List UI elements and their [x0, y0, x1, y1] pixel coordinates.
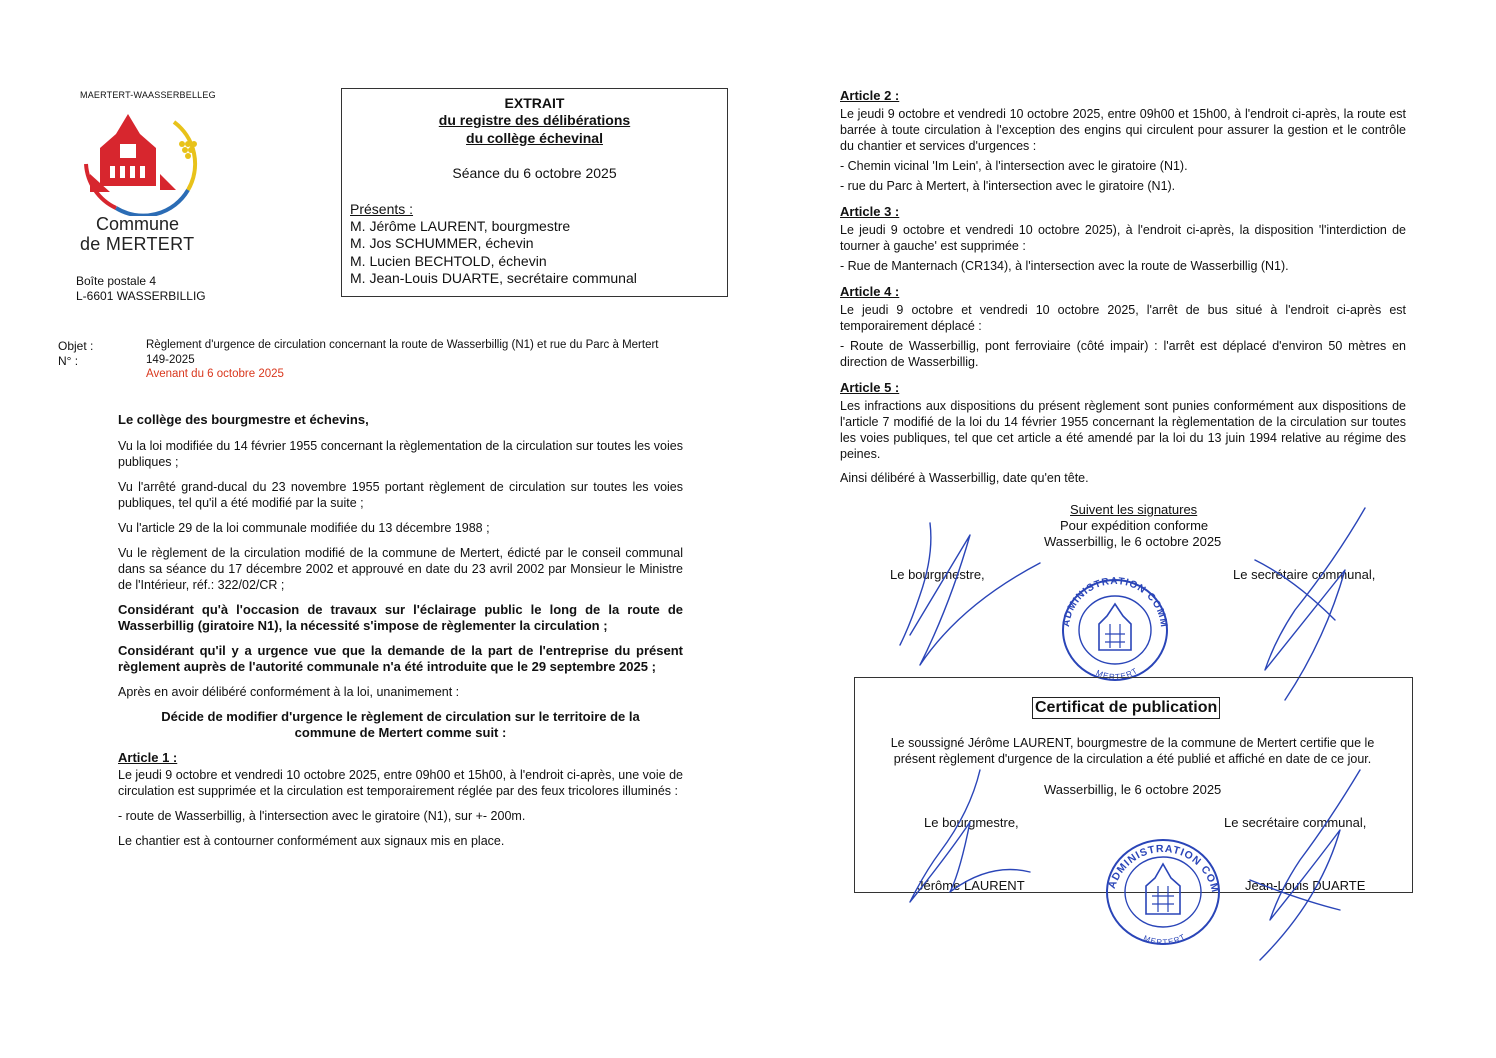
article-2-item-2: - rue du Parc à Mertert, à l'intersection avec le giratoire (N1). [840, 179, 1176, 193]
certificat-name-secretaire: Jean-Louis DUARTE [1245, 878, 1366, 893]
certificat-date: Wasserbillig, le 6 octobre 2025 [1044, 782, 1222, 797]
article-2-title: Article 2 : [840, 88, 900, 103]
certificat-text: Le soussigné Jérôme LAURENT, bourgmestre de la commune de Mertert certifie que le présent règlement d'urgence de la circulation a été publié et affiché en date de ce jour. [890, 736, 1375, 766]
extrait-box [341, 88, 728, 297]
extrait-title: EXTRAIT [504, 95, 565, 111]
stamp-ring-text: ADMINISTRATION COMM [1060, 575, 1170, 629]
certificat-stamp-ring-text: ADMINISTRATION COM [1105, 842, 1222, 895]
org-top-label: MAERTERT-WAASSERBELLEG [80, 90, 216, 100]
decide-heading: Décide de modifier d'urgence le règlement de circulation sur le territoire de la commune de Mertert comme suit : [161, 709, 640, 740]
certificat-title: Certificat de publication [1032, 697, 1220, 719]
svg-text:ADMINISTRATION COMMUNALE [1055, 574, 1169, 629]
presents-label: Présents : [350, 201, 414, 217]
extrait-sub2: du collège échevinal [466, 130, 603, 146]
objet-label: Objet : [58, 339, 94, 353]
article-4-item: - Route de Wasserbillig, pont ferroviaire (côté impair) : l'arrêt est déplacé d'environ 50 mètres en direction de Wasserbillig. [840, 339, 1406, 369]
article-2-item-1: - Chemin vicinal 'Im Lein', à l'intersection avec le giratoire (N1). [840, 159, 1188, 173]
certificat-name-bourgmestre: Jérôme LAURENT [917, 878, 1025, 893]
article-1-text: Le jeudi 9 octobre et vendredi 10 octobre 2025, entre 09h00 et 15h00, à l'endroit ci-après, une voie de circulation est supprimée et la circulation est temporairement réglée par des feux tricolores illuminés : [118, 768, 683, 798]
college-heading: Le collège des bourgmestre et échevins, [118, 412, 369, 427]
certificat-bourgmestre-label: Le bourgmestre, [924, 815, 1019, 830]
stamp-bottom-text: MERTERT [1094, 666, 1140, 682]
apres-deliberation: Après en avoir délibéré conformément à la loi, unanimement : [118, 685, 460, 699]
postal-city: L-6601 WASSERBILLIG [76, 289, 206, 303]
avenant-text: Avenant du 6 octobre 2025 [146, 368, 284, 380]
article-5-title: Article 5 : [840, 380, 900, 395]
ainsi-delibere: Ainsi délibéré à Wasserbillig, date qu'en tête. [840, 471, 1089, 485]
certificat-secretaire-label: Le secrétaire communal, [1224, 815, 1367, 830]
objet-number: 149-2025 [146, 354, 195, 366]
secretaire-label: Le secrétaire communal, [1233, 567, 1376, 582]
signature-date: Wasserbillig, le 6 octobre 2025 [1044, 534, 1222, 549]
article-1-item: - route de Wasserbillig, à l'intersection avec le giratoire (N1), sur +- 200m. [118, 809, 526, 823]
bourgmestre-label: Le bourgmestre, [890, 567, 985, 582]
article-3-text: Le jeudi 9 octobre et vendredi 10 octobre 2025), à l'endroit ci-après, la disposition 'l'interdiction de tourner à gauche' est supprimée : [840, 223, 1406, 253]
vu-loi-1955: Vu la loi modifiée du 14 février 1955 concernant la règlementation de la circulation sur toutes les voies publiques ; [118, 439, 683, 469]
pour-expedition: Pour expédition conforme [1060, 518, 1209, 533]
member-3: M. Lucien BECHTOLD, échevin [350, 253, 547, 269]
right-column [840, 88, 1406, 486]
extrait-sub1: du registre des délibérations [438, 112, 631, 128]
certificat-stamp [1098, 834, 1228, 946]
certificat-stamp-bottom-text: MERTERT [1142, 932, 1188, 946]
article-3-title: Article 3 : [840, 204, 900, 219]
article-5-text: Les infractions aux dispositions du présent règlement sont punies conformément aux dispositions de l'article 7 modifié de la loi du 14 février 1955 concernant la règlementation de la circulation sur toutes les voies publiques, tel que cet article a été amendé par la loi du 13 juin 1994 relative au régime des peines. [840, 399, 1406, 461]
considerant-1: Considérant qu'à l'occasion de travaux sur l'éclairage public le long de la route de Wasserbillig (giratoire N1), la nécessité s'impose de règlementer la circulation ; [118, 602, 683, 633]
left-column [118, 412, 683, 849]
member-4: M. Jean-Louis DUARTE, secrétaire communal [350, 270, 637, 286]
commune-name-line2: de MERTERT [80, 234, 195, 254]
svg-text:MERTERT [1142, 932, 1187, 946]
article-4-title: Article 4 : [840, 284, 900, 299]
member-2: M. Jos SCHUMMER, échevin [350, 235, 534, 251]
postal-box: Boîte postale 4 [76, 274, 157, 288]
considerant-2: Considérant qu'il y a urgence vue que la demande de la part de l'entreprise du présent règlement auprès de l'autorité communale n'a été introduite que le 29 septembre 2025 ; [118, 643, 683, 674]
article-2-text: Le jeudi 9 octobre et vendredi 10 octobre 2025, entre 09h00 et 15h00, à l'endroit ci-après, la route est barrée à toute circulation à l'exception des engins qui circulent pour assurer la gestion et le contrôle du chantier et services d'urgences : [840, 107, 1406, 153]
member-1: M. Jérôme LAURENT, bourgmestre [350, 218, 571, 234]
certificat-secretaire-signature [1240, 760, 1390, 970]
article-1-chantier: Le chantier est à contourner conformément aux signaux mis en place. [118, 834, 505, 848]
vu-article-29: Vu l'article 29 de la loi communale modifiée du 13 décembre 1988 ; [118, 521, 490, 535]
commune-name-line1: Commune [96, 214, 180, 234]
article-4-text: Le jeudi 9 octobre et vendredi 10 octobre 2025, l'arrêt de bus situé à l'endroit ci-après est temporairement déplacé : [840, 303, 1406, 333]
certificat-bourgmestre-signature [900, 762, 1050, 912]
commune-logo [76, 104, 206, 216]
vu-arrete-1955: Vu l'arrêté grand-ducal du 23 novembre 1955 portant règlement de circulation sur toutes les voies publiques, tel qu'il a été modifié par la suite ; [118, 480, 683, 510]
article-3-item: - Rue de Manternach (CR134), à l'intersection avec la route de Wasserbillig (N1). [840, 259, 1289, 273]
bourgmestre-signature [880, 515, 1050, 675]
objet-text: Règlement d'urgence de circulation concernant la route de Wasserbillig (N1) et rue du Parc à Mertert [146, 339, 659, 351]
no-label: N° : [58, 354, 79, 368]
seance-date: Séance du 6 octobre 2025 [452, 165, 617, 181]
vu-reglement: Vu le règlement de la circulation modifié de la commune de Mertert, édicté par le conseil communal dans sa séance du 17 décembre 2002 et approuvé en date du 23 avril 2002 par Monsieur le Ministre de l'Intérieur, réf.: 322/02/CR ; [118, 546, 683, 592]
suivent-signatures: Suivent les signatures [1070, 502, 1198, 517]
article-1-title: Article 1 : [118, 750, 178, 765]
official-stamp [1055, 574, 1175, 684]
